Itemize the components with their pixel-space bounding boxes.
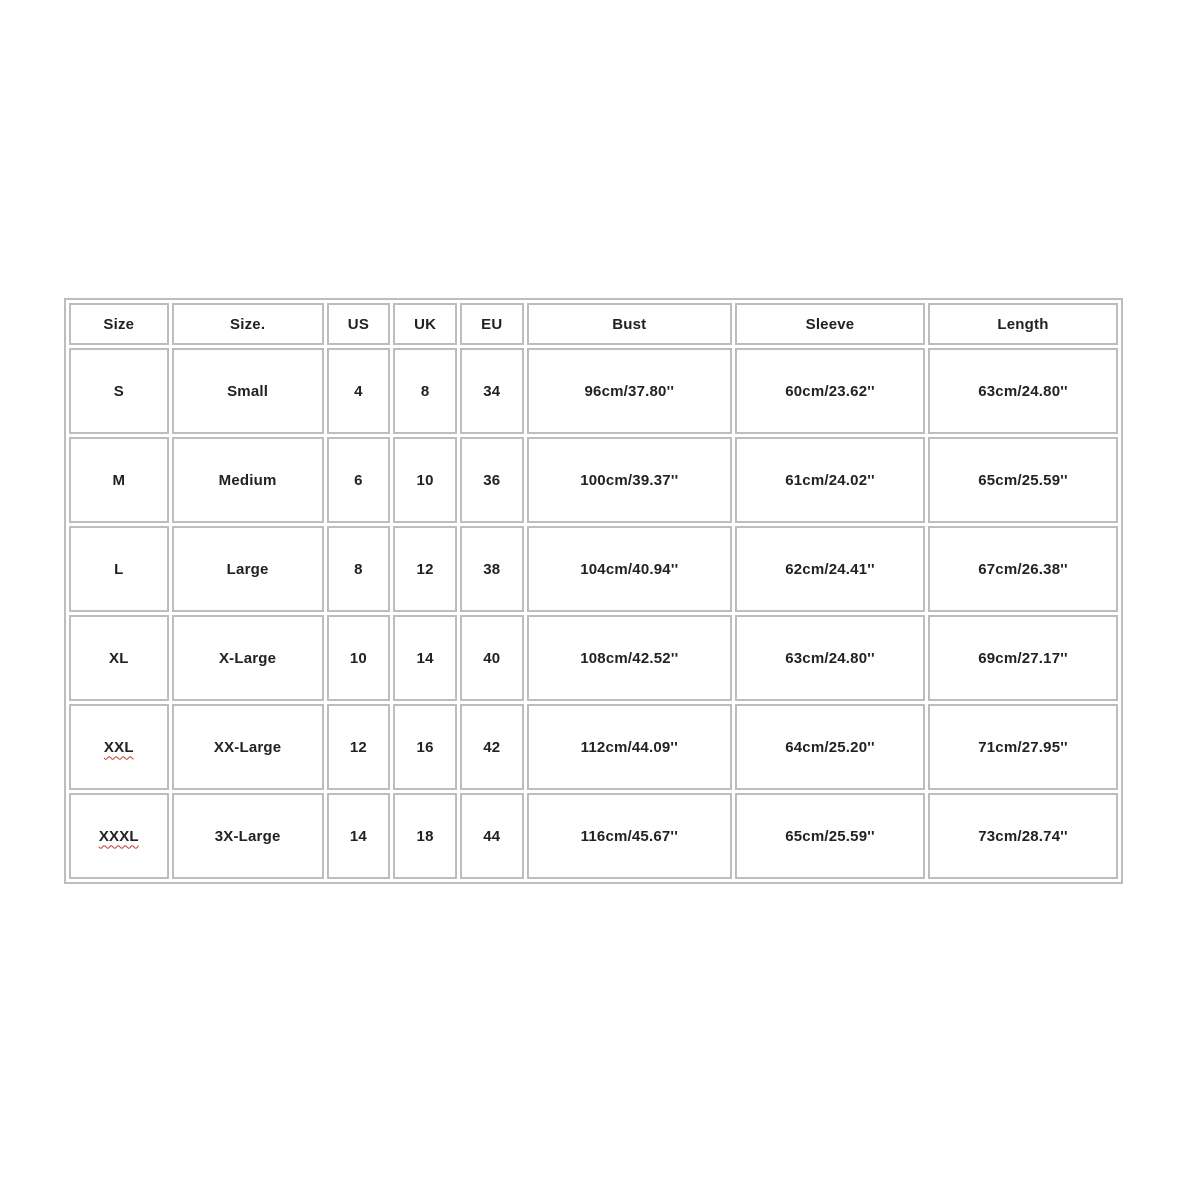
cell-us: 4 xyxy=(327,348,391,434)
cell-uk: 12 xyxy=(393,526,457,612)
cell-bust: 96cm/37.80'' xyxy=(527,348,732,434)
cell-us: 8 xyxy=(327,526,391,612)
cell-eu: 44 xyxy=(460,793,524,879)
table-row xyxy=(69,704,1118,790)
cell-eu: 34 xyxy=(460,348,524,434)
cell-sleeve: 60cm/23.62'' xyxy=(735,348,925,434)
cell-size: S xyxy=(69,348,169,434)
table-row xyxy=(69,615,1118,701)
cell-eu: 40 xyxy=(460,615,524,701)
table-header xyxy=(69,303,1118,345)
cell-bust: 108cm/42.52'' xyxy=(527,615,732,701)
cell-bust: 100cm/39.37'' xyxy=(527,437,732,523)
cell-length: 63cm/24.80'' xyxy=(928,348,1118,434)
cell-uk: 10 xyxy=(393,437,457,523)
cell-uk: 18 xyxy=(393,793,457,879)
cell-sleeve: 62cm/24.41'' xyxy=(735,526,925,612)
cell-length: 69cm/27.17'' xyxy=(928,615,1118,701)
cell-sleeve: 64cm/25.20'' xyxy=(735,704,925,790)
table-row xyxy=(69,348,1118,434)
cell-uk: 14 xyxy=(393,615,457,701)
cell-sleeve: 61cm/24.02'' xyxy=(735,437,925,523)
header-length: Length xyxy=(928,303,1118,345)
cell-size-text: XXXL xyxy=(98,827,139,845)
cell-size-text: XXL xyxy=(103,738,134,756)
header-uk: UK xyxy=(393,303,457,345)
cell-size xyxy=(69,793,169,879)
header-row xyxy=(69,303,1118,345)
cell-length: 65cm/25.59'' xyxy=(928,437,1118,523)
table-row xyxy=(69,437,1118,523)
cell-size-name: 3X-Large xyxy=(172,793,324,879)
cell-size xyxy=(69,704,169,790)
cell-uk: 16 xyxy=(393,704,457,790)
cell-us: 6 xyxy=(327,437,391,523)
size-chart-table xyxy=(64,298,1123,884)
cell-eu: 42 xyxy=(460,704,524,790)
cell-us: 12 xyxy=(327,704,391,790)
header-eu: EU xyxy=(460,303,524,345)
cell-size-name: Small xyxy=(172,348,324,434)
table-row xyxy=(69,793,1118,879)
cell-uk: 8 xyxy=(393,348,457,434)
cell-bust: 112cm/44.09'' xyxy=(527,704,732,790)
cell-size: M xyxy=(69,437,169,523)
header-sleeve: Sleeve xyxy=(735,303,925,345)
cell-size-name: XX-Large xyxy=(172,704,324,790)
cell-bust: 116cm/45.67'' xyxy=(527,793,732,879)
cell-us: 14 xyxy=(327,793,391,879)
cell-us: 10 xyxy=(327,615,391,701)
header-us: US xyxy=(327,303,391,345)
cell-size-name: X-Large xyxy=(172,615,324,701)
cell-sleeve: 65cm/25.59'' xyxy=(735,793,925,879)
cell-eu: 36 xyxy=(460,437,524,523)
cell-size-name: Medium xyxy=(172,437,324,523)
cell-length: 67cm/26.38'' xyxy=(928,526,1118,612)
table-row xyxy=(69,526,1118,612)
cell-length: 73cm/28.74'' xyxy=(928,793,1118,879)
header-bust: Bust xyxy=(527,303,732,345)
header-size: Size xyxy=(69,303,169,345)
cell-size-name: Large xyxy=(172,526,324,612)
cell-sleeve: 63cm/24.80'' xyxy=(735,615,925,701)
cell-length: 71cm/27.95'' xyxy=(928,704,1118,790)
cell-size: L xyxy=(69,526,169,612)
cell-bust: 104cm/40.94'' xyxy=(527,526,732,612)
cell-eu: 38 xyxy=(460,526,524,612)
cell-size: XL xyxy=(69,615,169,701)
table-body xyxy=(69,348,1118,879)
header-size-name: Size. xyxy=(172,303,324,345)
